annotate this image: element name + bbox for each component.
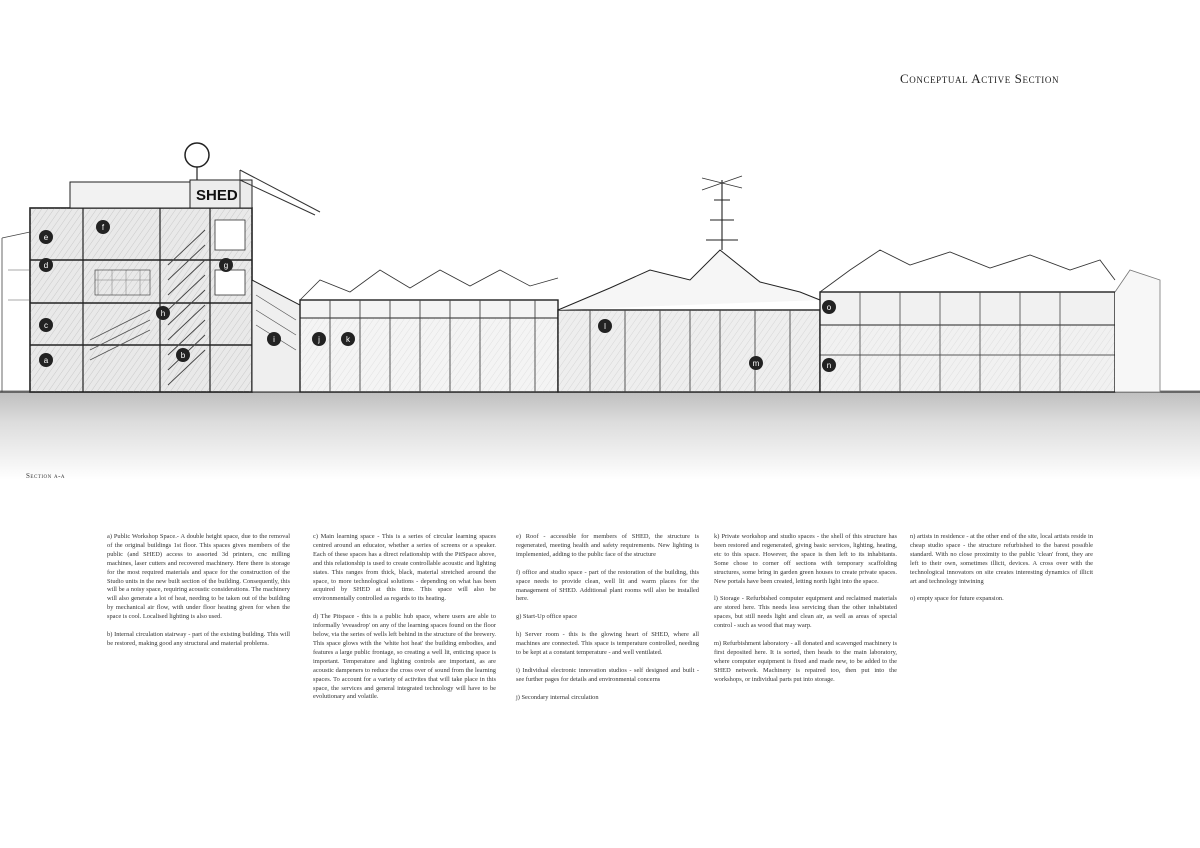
ground-fog: [0, 390, 1200, 480]
svg-text:i: i: [273, 335, 275, 344]
right-block: [820, 250, 1160, 392]
svg-text:a: a: [43, 356, 49, 365]
section-label: Section a-a: [26, 472, 66, 480]
marker-n: [822, 358, 836, 372]
svg-text:o: o: [826, 303, 832, 312]
svg-text:e: e: [43, 233, 49, 242]
legend-item-m: m) Refurbishment laboratory - all donated and scavenged machinery is first deposited here. It is sorted, then heads to the main laboratory, where computer equipment is fixed and made new, to be added to the SHED network. Machinery is repaired too, then put into the workshops, or individual parts put into storage.: [714, 640, 897, 683]
legend-item-i: i) Individual electronic innovation studios - self designed and built - see further pages for details and environmental concerns: [516, 666, 699, 683]
legend-item-o: o) empty space for future expansion.: [910, 595, 1004, 603]
legend-item-f: f) office and studio space - part of the restoration of the building, this space needs to provide clean, well lit and warm places for the management of SHED. Additional plant rooms will also be installed here.: [516, 568, 699, 603]
marker-h: [156, 306, 170, 320]
legend-item-g: g) Start-Up office space: [516, 613, 578, 621]
svg-text:l: l: [604, 322, 606, 331]
svg-text:c: c: [44, 321, 48, 330]
svg-text:f: f: [101, 223, 105, 232]
legend-column-3: [516, 533, 699, 712]
marker-g: [219, 258, 233, 272]
marker-b: [176, 348, 190, 362]
svg-text:k: k: [346, 335, 350, 344]
marker-d: [39, 258, 53, 272]
legend-item-d: d) The Pitspace - this is a public hub space, where users are able to informally 'eveasdrop' on any of the learning spaces found on the floor below, via the series of wells left behind in the structure of the brewery. This space glows with the 'white hot heat' the building embodies, and features a large public frontage, so creating a well lit, enticing space is important. Temperature and lighting controls are important, as are acoustic dampeners to reduce the cross over of sound from the learning spaces. To account for a variety of activites that will take place in this space, the services and general integrated technology will have to be evolutionary and volatile.: [313, 613, 496, 701]
legend-column-4: [714, 533, 897, 694]
marker-l: [598, 319, 612, 333]
marker-o: [822, 300, 836, 314]
central-block: [558, 176, 820, 392]
legend-column-2: [313, 533, 496, 711]
middle-block: [300, 270, 558, 392]
svg-text:b: b: [180, 351, 186, 360]
svg-text:m: m: [752, 359, 760, 368]
legend-item-a: a) Public Workshop Space.- A double height space, due to the removal of the original buildings 1st floor. This spaces gives members of the public (and SHED) access to assorted 3d printers, cnc milling machines, laser cutters and recovered machinery. Here there is storage for the most required materials and space for the construction of the Studio units in the new built section of the building. Consequently, this will be a noisy space, requiring acoustic considerations. The machinery will also generate a lot of heat, needing to be taken out of the building by mechanical air flow, with under floor heating given for when the space is cool. Localised lighting is also used.: [107, 533, 290, 621]
svg-text:d: d: [43, 261, 49, 270]
marker-f: [96, 220, 110, 234]
marker-j: [312, 332, 326, 346]
legend-item-k: k) Private workshop and studio spaces - the shell of this structure has been restored and regenerated, giving basic services, lighting, heating, etc to this space. However, the space is then left to its inhabitants. Some chose to corner off sections with temporary scaffolding structures, some bring in garden green houses to create private spaces. New portals have been created, letting north light into the space.: [714, 533, 897, 585]
legend-item-b: b) Internal circulation stairway - part of the existing building. This will be restored, making good any structural and material problems.: [107, 631, 290, 647]
svg-text:n: n: [826, 361, 832, 370]
marker-m: [749, 356, 763, 370]
legend-item-h: h) Server room - this is the glowing heart of SHED, where all machines are connected. This space is temperature controlled, needing to be kept at a constant temperature - and well ventilated.: [516, 631, 699, 657]
legend-item-l: l) Storage - Refurbished computer equipment and reclaimed materials are stored here. This needs less servicing than the other inhabitated spaces, but still needs light and clean air, as well as areas of special control - such as wood that may warp.: [714, 595, 897, 630]
legend-item-n: n) artists in residence - at the other end of the site, local artists reside in cheap studio space - the structure refurbished to the barest possible standard. With no close proximity to the public 'clean' front, they are left to their own, sometimes illicit, devices. A cross over with the technological innovators on site creates interesting dynamics of illicit art and technology intwining: [910, 533, 1093, 585]
legend-column-1: [107, 533, 290, 658]
shed-sign: SHED: [196, 187, 238, 204]
legend-column-5: [910, 533, 1093, 613]
marker-e: [39, 230, 53, 244]
marker-c: [39, 318, 53, 332]
svg-text:j: j: [318, 335, 320, 344]
marker-a: [39, 353, 53, 367]
svg-text:g: g: [223, 261, 229, 270]
legend-item-j: j) Secondary internal circulation: [516, 693, 599, 701]
legend-item-e: e) Roof - accessible for members of SHED, the structure is regenerated, meeting health and safety requirements. New lighting is implemented, adding to the public face of the structure: [516, 533, 699, 558]
legend-item-c: c) Main learning space - This is a series of circular learning spaces centred around an educator, whether a series of screens or a speaker. Each of these spaces has a direct relationship with the PitSpace above, and this relationship is used to create controllable acoustic and lighting states. This ranges from thick, black, material stretched around the space, to more technological solutions - depending on what has been acquired by SHED at this time. This space will also be environmentally controlled as regards to its heating.: [313, 533, 496, 603]
section-drawing: [0, 120, 1200, 480]
marker-i: [267, 332, 281, 346]
page-title: Conceptual Active Section: [900, 71, 1060, 86]
svg-text:h: h: [160, 309, 166, 318]
marker-k: [341, 332, 355, 346]
